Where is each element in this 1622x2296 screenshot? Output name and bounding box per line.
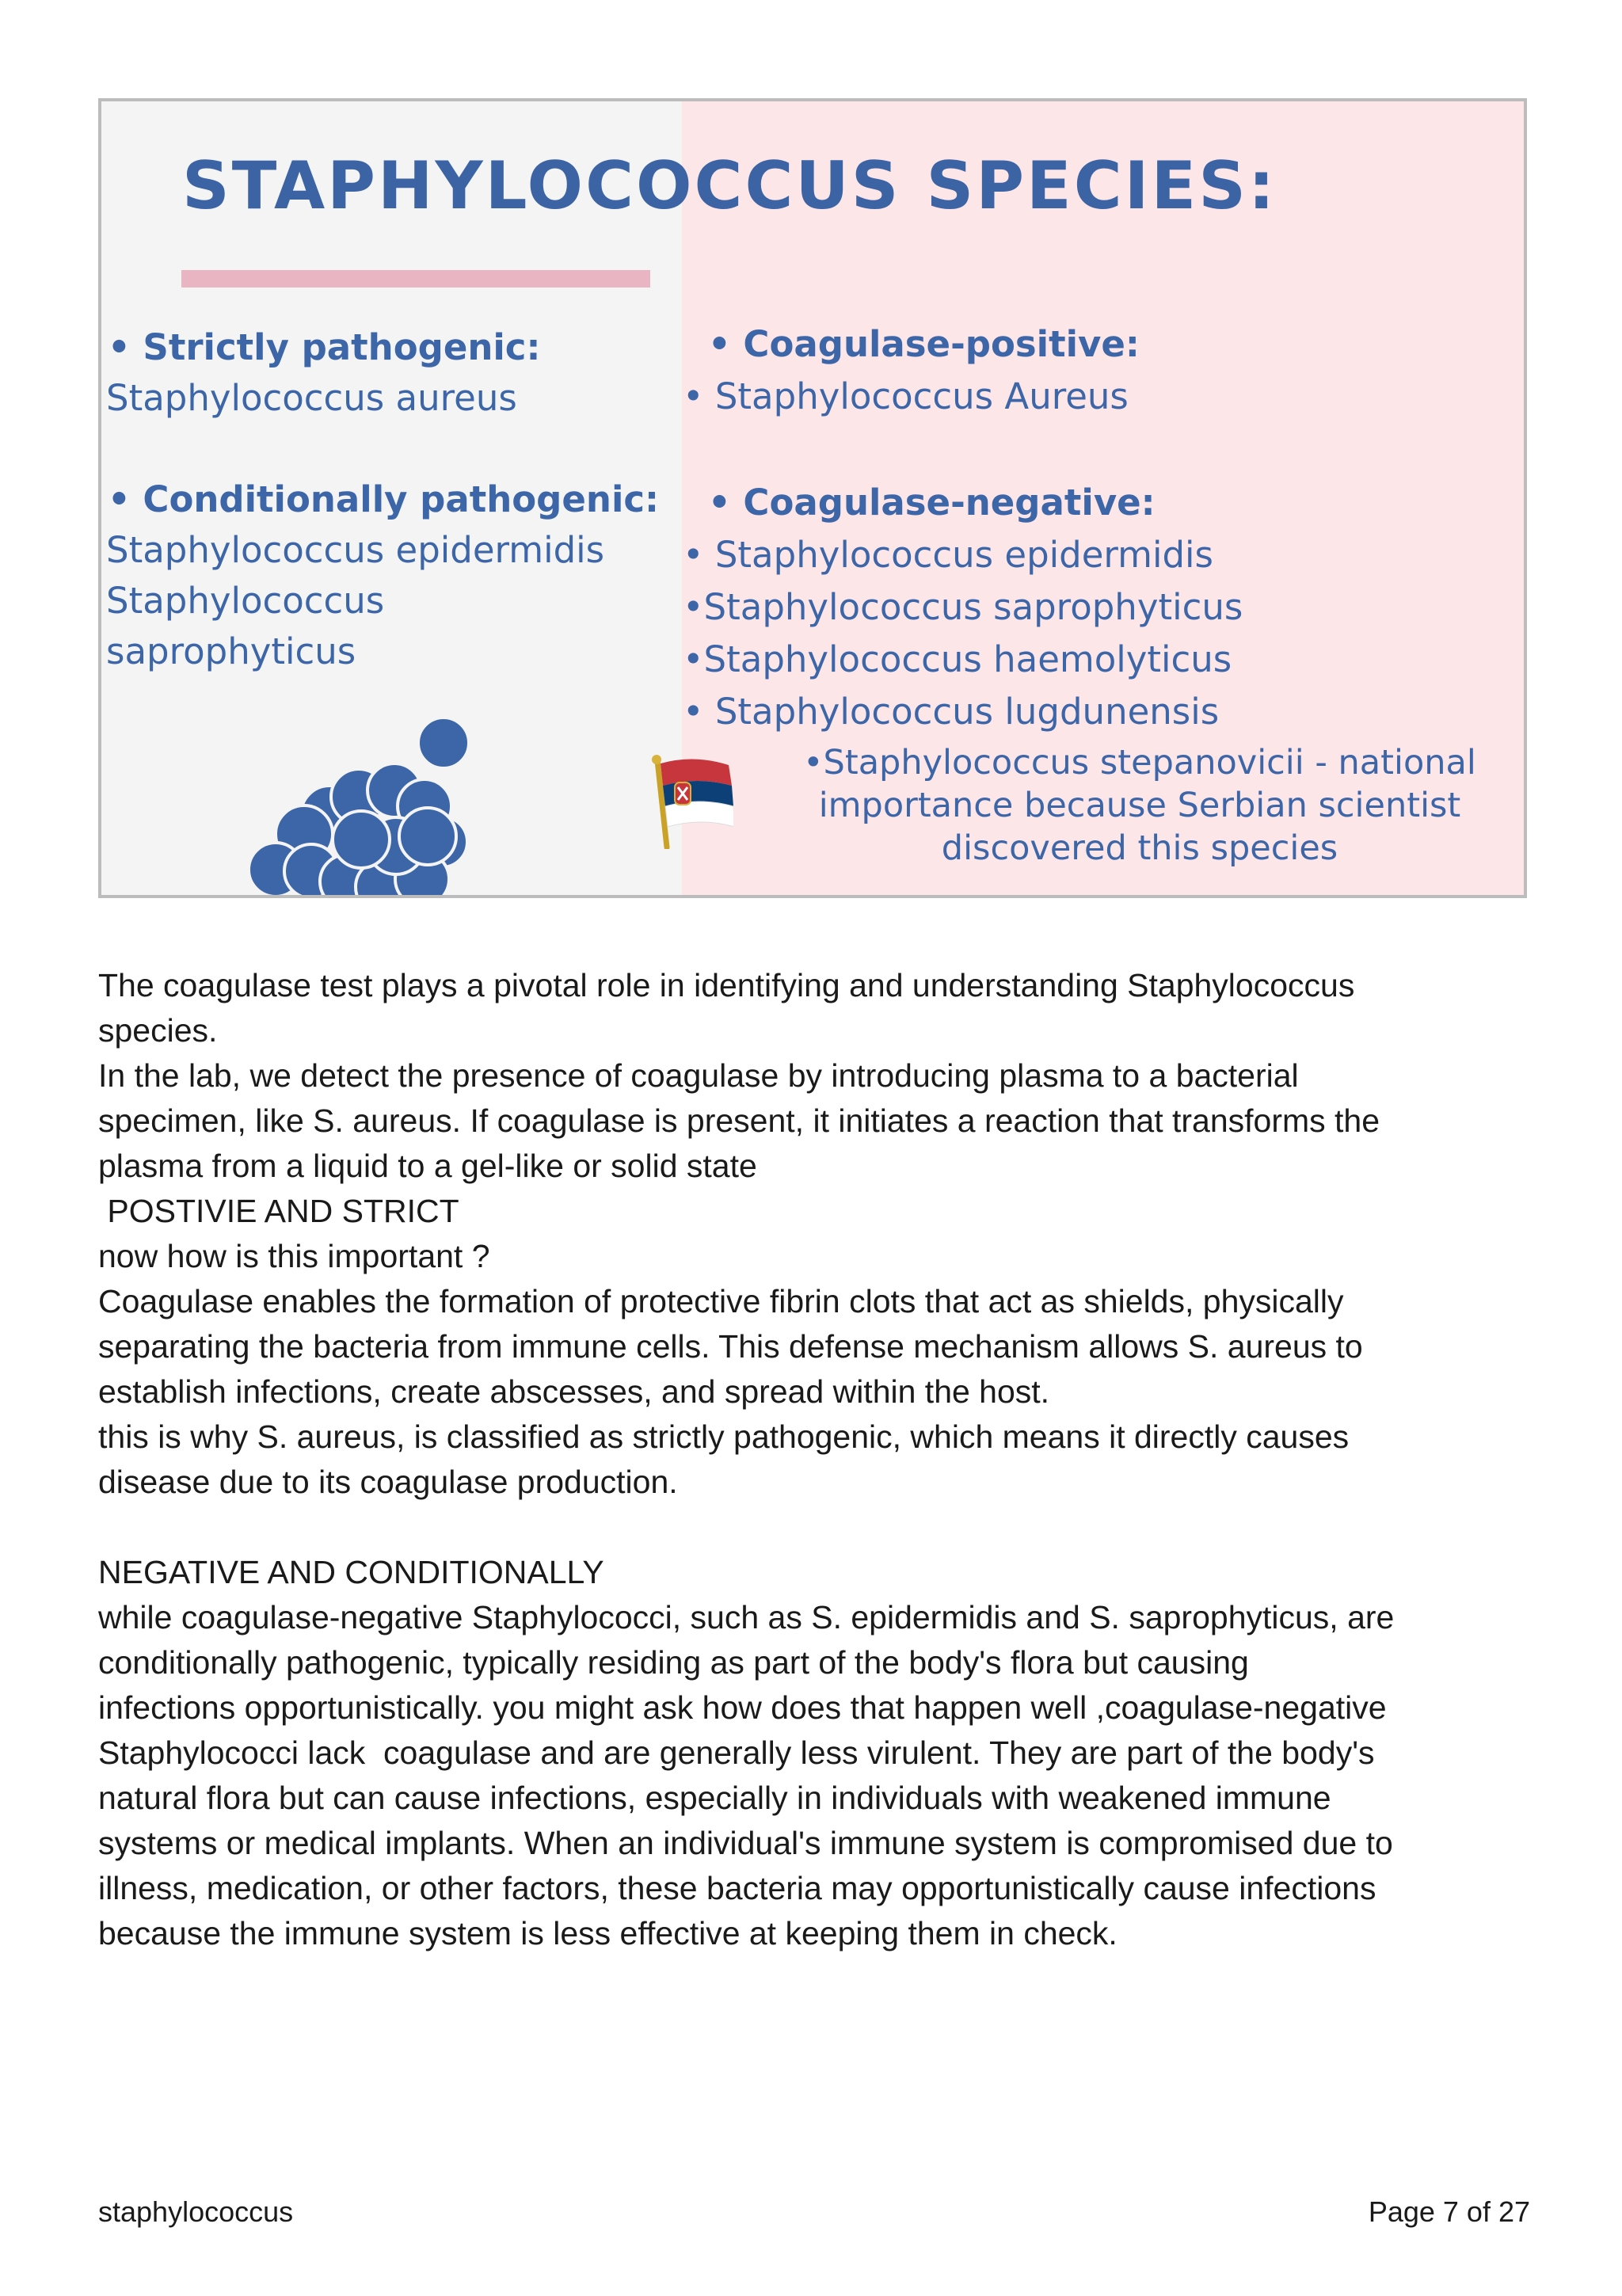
coagulase-positive-heading: • Coagulase-positive: [708,323,1140,365]
conditionally-pathogenic-heading: • Conditionally pathogenic: [108,478,660,520]
body-line: this is why S. aureus, is classified as strictly pathogenic, which means it directly causes [98,1418,1350,1455]
paragraph-gap [98,1505,1532,1550]
body-line: Staphylococci lack coagulase and are generally less virulent. They are part of the body's [98,1734,1375,1771]
serbian-flag-icon [646,754,733,849]
conditionally-pathogenic-item-2b: saprophyticus [106,630,356,672]
body-line: because the immune system is less effective at keeping them in check. [98,1915,1118,1951]
banner-title: STAPHYLOCOCCUS SPECIES: [182,147,1277,224]
stepanovicii-note-line-1: •Staphylococcus stepanovicii - national [803,743,1476,782]
coagulase-negative-item: •Staphylococcus saprophyticus [683,586,1243,628]
body-line: now how is this important ? [98,1238,490,1274]
strictly-pathogenic-item: Staphylococcus aureus [106,377,517,419]
conditionally-pathogenic-item-1: Staphylococcus epidermidis [106,529,605,571]
body-line: POSTIVIE AND STRICT [98,1193,459,1229]
body-line: conditionally pathogenic, typically residing as part of the body's flora but causing [98,1644,1249,1681]
body-line: In the lab, we detect the presence of coagulase by introducing plasma to a bacterial [98,1057,1299,1094]
body-line: illness, medication, or other factors, these bacteria may opportunistically cause infections [98,1870,1376,1906]
stepanovicii-note-line-3: discovered this species [941,828,1338,868]
coagulase-positive-item: • Staphylococcus Aureus [683,375,1129,417]
stepanovicii-note-line-2: importance because Serbian scientist [818,786,1461,825]
body-text [98,963,1532,1956]
body-line: natural flora but can cause infections, especially in individuals with weakened immune [98,1780,1331,1816]
strictly-pathogenic-heading: • Strictly pathogenic: [108,326,541,368]
title-underline [181,270,650,287]
body-line: species. [98,1012,218,1049]
body-line: separating the bacteria from immune cells. This defense mechanism allows S. aureus to [98,1328,1363,1365]
body-line: while coagulase-negative Staphylococci, such as S. epidermidis and S. saprophyticus, are [98,1599,1395,1635]
body-line: establish infections, create abscesses, and spread within the host. [98,1373,1050,1410]
body-line: The coagulase test plays a pivotal role in identifying and understanding Staphylococcus [98,967,1355,1003]
coagulase-negative-item: •Staphylococcus haemolyticus [683,638,1232,680]
body-line: disease due to its coagulase production. [98,1464,678,1500]
body-line: infections opportunistically. you might ask how does that happen well ,coagulase-negative [98,1689,1387,1726]
body-line: systems or medical implants. When an individual's immune system is compromised due to [98,1825,1393,1861]
body-line: Coagulase enables the formation of protective fibrin clots that act as shields, physically [98,1283,1344,1319]
coagulase-negative-item: • Staphylococcus epidermidis [683,534,1213,576]
coagulase-negative-heading: • Coagulase-negative: [708,482,1156,524]
bacteria-cluster-icon [228,703,474,898]
body-line: plasma from a liquid to a gel-like or solid state [98,1148,757,1184]
footer-page-number: Page 7 of 27 [1368,2195,1530,2228]
body-line: NEGATIVE AND CONDITIONALLY [98,1554,604,1590]
conditionally-pathogenic-item-2a: Staphylococcus [106,580,385,622]
coagulase-negative-item: • Staphylococcus lugdunensis [683,691,1220,733]
body-line: specimen, like S. aureus. If coagulase is present, it initiates a reaction that transforms the [98,1102,1380,1139]
footer-document-title: staphylococcus [98,2195,294,2228]
stepanovicii-note [756,741,1524,870]
species-banner [98,98,1527,898]
